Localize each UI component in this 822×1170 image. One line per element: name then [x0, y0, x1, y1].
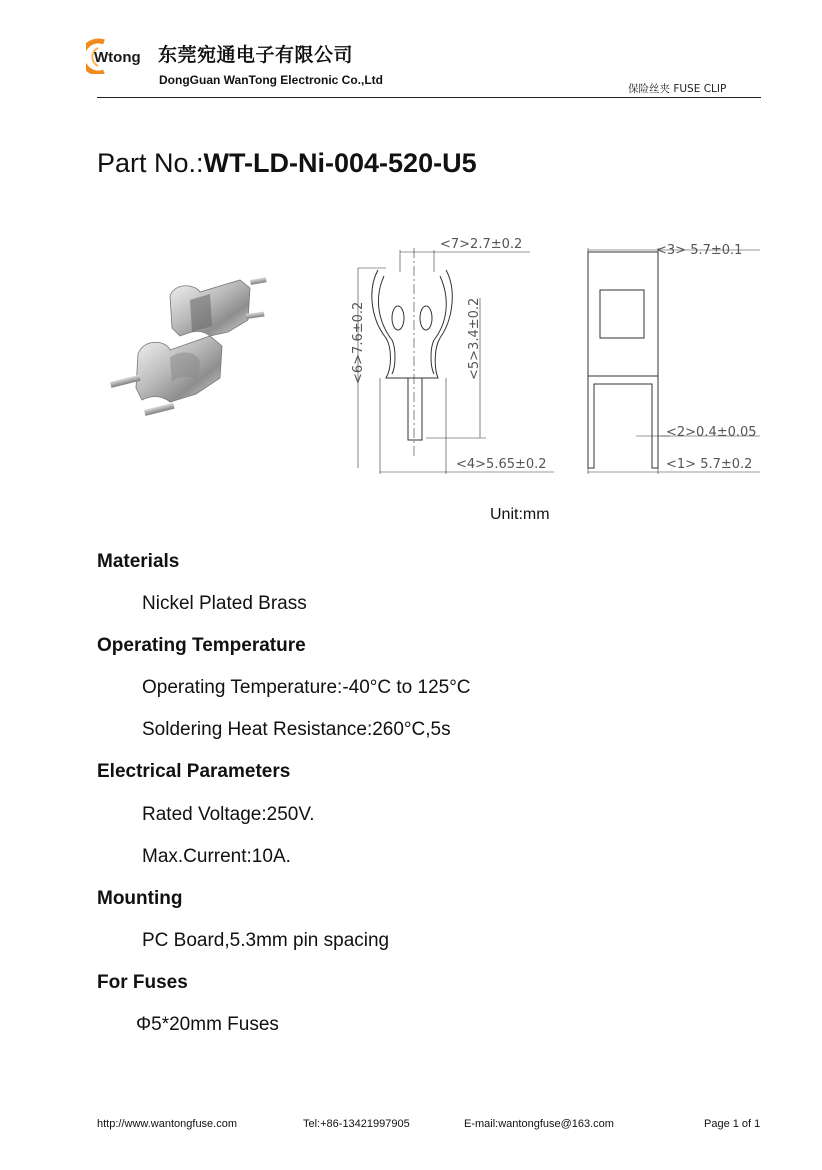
- dim-label-7: <7>2.7±0.2: [440, 237, 523, 252]
- logo-text: Wtong: [94, 49, 141, 66]
- dimension-drawing: [330, 228, 780, 488]
- company-name-en: DongGuan WanTong Electronic Co.,Ltd: [159, 73, 383, 87]
- materials-value: Nickel Plated Brass: [142, 593, 307, 614]
- dim-label-3: <3> 5.7±0.1: [656, 243, 743, 258]
- soldering-heat-resistance-value: Soldering Heat Resistance:260°C,5s: [142, 719, 451, 740]
- max-current-value: Max.Current:10A.: [142, 846, 291, 867]
- part-number-value: WT-LD-Ni-004-520-U5: [203, 148, 477, 178]
- operating-temperature-value: Operating Temperature:-40°C to 125°C: [142, 677, 471, 698]
- unit-label: Unit:mm: [490, 506, 550, 523]
- dim-label-5: <5>3.4±0.2: [467, 297, 482, 380]
- dim-label-1: <1> 5.7±0.2: [666, 457, 753, 472]
- footer-telephone: Tel:+86-13421997905: [303, 1118, 410, 1130]
- dim-label-2: <2>0.4±0.05: [666, 425, 757, 440]
- footer-page-number: Page 1 of 1: [704, 1118, 761, 1130]
- dim-label-6: <6>7.6±0.2: [351, 301, 366, 384]
- section-heading-operating-temperature: Operating Temperature: [97, 635, 306, 656]
- document-type-label: 保险丝夹 FUSE CLIP: [628, 83, 727, 95]
- part-number-title: [97, 148, 477, 179]
- company-name-cn: 东莞宛通电子有限公司: [158, 44, 354, 66]
- dim-label-4: <4>5.65±0.2: [456, 457, 547, 472]
- header-divider: [97, 97, 761, 98]
- section-heading-electrical-parameters: Electrical Parameters: [97, 761, 291, 782]
- part-number-prefix: Part No.:: [97, 148, 204, 178]
- fuse-size-value: Φ5*20mm Fuses: [136, 1014, 279, 1035]
- rated-voltage-value: Rated Voltage:250V.: [142, 804, 315, 825]
- company-logo: [86, 38, 156, 74]
- product-photo: [100, 270, 280, 430]
- footer-email: E-mail:wantongfuse@163.com: [464, 1118, 614, 1130]
- section-heading-mounting: Mounting: [97, 888, 183, 909]
- section-heading-materials: Materials: [97, 551, 180, 572]
- section-heading-for-fuses: For Fuses: [97, 972, 188, 993]
- footer-website: http://www.wantongfuse.com: [97, 1118, 238, 1130]
- mounting-value: PC Board,5.3mm pin spacing: [142, 930, 390, 951]
